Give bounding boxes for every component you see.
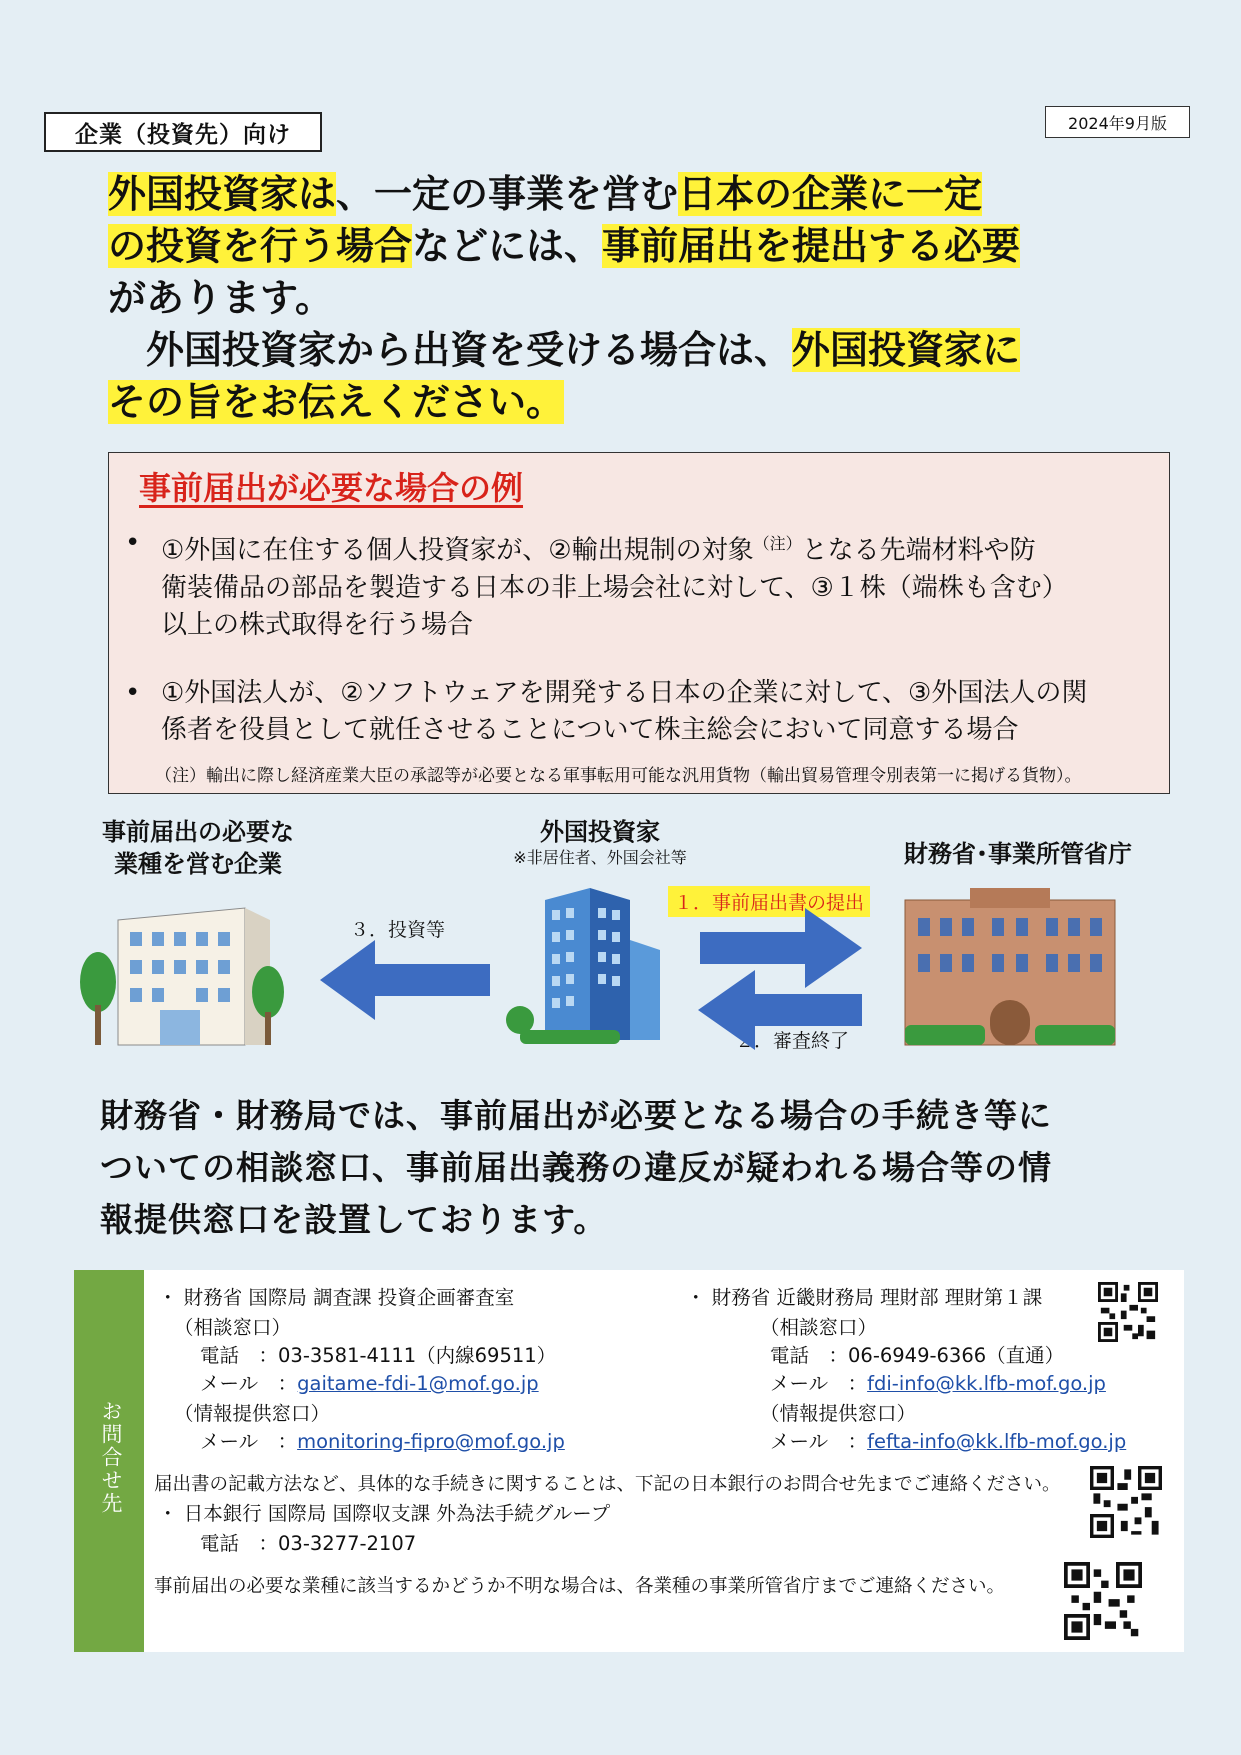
example-item-2 xyxy=(125,675,1155,749)
company-label-line: 業種を営む企業 xyxy=(114,850,282,878)
investor-title: 外国投資家 xyxy=(540,818,660,846)
step-1-label: １．事前届出書の提出 xyxy=(668,886,870,917)
investor-note: ※非居住者、外国会社等 xyxy=(513,848,687,867)
mof-tel: 電話 ：03-3581-4111（内線69511） xyxy=(200,1344,557,1367)
kinki-info-email-link[interactable]: fefta-info@kk.lfb-mof.go.jp xyxy=(867,1430,1127,1453)
investor-building-icon xyxy=(506,888,660,1044)
headline-text: 、一定の事業を営む xyxy=(336,172,679,216)
kinki-consult-label: （相談窓口） xyxy=(760,1316,878,1339)
kinki-qr-code-icon[interactable] xyxy=(1098,1282,1158,1342)
note-marker: （注） xyxy=(753,534,802,553)
example-text: となる先端材料や防 xyxy=(801,535,1036,566)
contact-sidebar xyxy=(74,1270,144,1652)
mof-info-email-link[interactable]: monitoring-fipro@mof.go.jp xyxy=(297,1430,565,1453)
notice-line: 報提供窓口を設置しております。 xyxy=(100,1200,608,1239)
examples-title: 事前届出が必要な場合の例 xyxy=(139,469,524,507)
headline-text: 日本の企業に一定 xyxy=(678,172,983,216)
mof-info-label: （情報提供窓口） xyxy=(174,1402,331,1425)
example-item-1 xyxy=(125,525,1155,644)
example-text: 係者を役員として就任させることについて株主総会において同意する場合 xyxy=(161,715,1019,745)
example-text: 以上の株式取得を行う場合 xyxy=(161,609,474,640)
contact-sidebar-label: お問合せ先 xyxy=(99,1400,123,1515)
headline-text: 事前届出を提出する必要 xyxy=(602,224,1021,268)
ministry-label: 財務省･事業所管省庁 xyxy=(904,840,1132,868)
mof-consult-email-link[interactable]: gaitame-fdi-1@mof.go.jp xyxy=(297,1372,539,1395)
examples-note: （注）輸出に際し経済産業大臣の承認等が必要となる軍事転用可能な汎用貨物（輸出貿易管理令別表第一に掲げる貨物）。 xyxy=(155,766,1082,786)
headline-text: があります。 xyxy=(108,276,333,320)
boj-org: ・ 日本銀行 国際局 国際収支課 外為法手続グループ xyxy=(158,1502,611,1525)
company-label-line: 事前届出の必要な xyxy=(102,818,294,846)
ministries-qr-code-icon[interactable] xyxy=(1064,1562,1142,1640)
headline-text: などには、 xyxy=(412,224,603,268)
right-arrow-icon xyxy=(700,908,862,988)
boj-tel: 電話 ：03-3277-2107 xyxy=(200,1532,417,1555)
example-text: 衛装備品の部品を製造する日本の非上場会社に対して、③１株（端株も含む） xyxy=(161,572,1068,603)
consultation-notice xyxy=(100,1090,1180,1246)
headline-text: の投資を行う場合 xyxy=(108,224,413,268)
boj-intro: 届出書の記載方法など、具体的な手続きに関することは、下記の日本銀行のお問合せ先までご連絡ください。 xyxy=(154,1474,1061,1495)
boj-qr-code-icon[interactable] xyxy=(1090,1466,1162,1538)
bullet: • xyxy=(125,678,141,708)
headline-text: 外国投資家から出資を受ける場合は、 xyxy=(108,328,793,372)
edition-label: 2024年9月版 xyxy=(1045,106,1190,138)
mail-label: メール ： xyxy=(200,1430,298,1453)
diagram-illustration xyxy=(0,860,1241,1070)
bullet: • xyxy=(125,528,141,558)
mof-consult-label: （相談窓口） xyxy=(174,1316,292,1339)
examples-box xyxy=(108,452,1170,794)
mail-label: メール ： xyxy=(770,1372,868,1395)
final-note: 事前届出の必要な業種に該当するかどうか不明な場合は、各業種の事業所管省庁までご連絡ください。 xyxy=(154,1576,1006,1597)
notice-line: ついての相談窓口、事前届出義務の違反が疑われる場合等の情 xyxy=(100,1148,1052,1187)
mof-org: ・ 財務省 国際局 調査課 投資企画審査室 xyxy=(158,1286,515,1309)
ministry-building-icon xyxy=(905,888,1115,1045)
example-text: ①外国に在住する個人投資家が、②輸出規制の対象 xyxy=(161,535,754,566)
company-building-icon xyxy=(80,908,284,1045)
audience-tag: 企業（投資先）向け xyxy=(44,112,322,152)
step-3-label: ３．投資等 xyxy=(350,919,446,941)
mail-label: メール ： xyxy=(770,1430,868,1453)
headline-text: その旨をお伝えください。 xyxy=(108,380,565,424)
mail-label: メール ： xyxy=(200,1372,298,1395)
headline xyxy=(108,168,1198,428)
kinki-tel: 電話 ：06-6949-6366（直通） xyxy=(770,1344,1065,1367)
back-arrow-icon xyxy=(698,970,862,1050)
headline-text: 外国投資家に xyxy=(792,328,1021,372)
notice-line: 財務省・財務局では、事前届出が必要となる場合の手続き等に xyxy=(100,1096,1052,1135)
kinki-info-label: （情報提供窓口） xyxy=(760,1402,917,1425)
headline-text: 外国投資家は xyxy=(108,172,337,216)
kinki-org: ・ 財務省 近畿財務局 理財部 理財第１課 xyxy=(686,1286,1043,1309)
step-2-label: ２．審査終了 xyxy=(735,1030,850,1052)
contact-panel xyxy=(74,1270,1184,1652)
kinki-consult-email-link[interactable]: fdi-info@kk.lfb-mof.go.jp xyxy=(867,1372,1106,1395)
example-text: ①外国法人が、②ソフトウェアを開発する日本の企業に対して、③外国法人の関 xyxy=(161,678,1088,708)
left-arrow-icon xyxy=(320,940,490,1020)
